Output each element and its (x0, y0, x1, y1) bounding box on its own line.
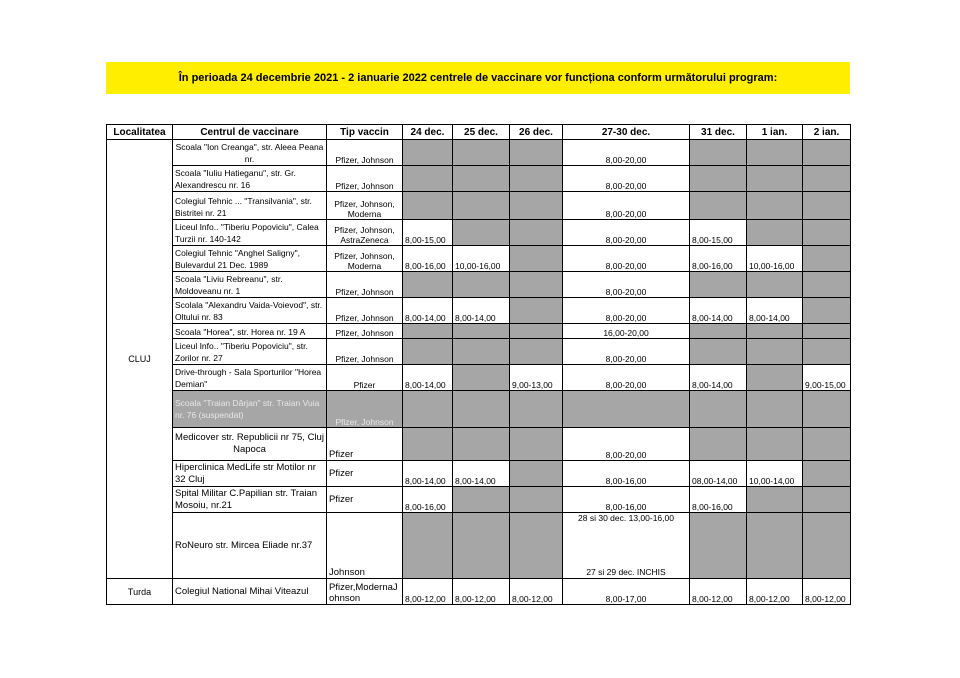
center-name: Scoala "Traian Dârjan" str. Traian Vuia nr. 76 (suspendat) (173, 391, 327, 428)
schedule-cell: 10,00-16,00 (747, 246, 803, 272)
closed-cell (803, 391, 851, 428)
closed-cell (453, 487, 510, 513)
header-26-dec: 26 dec. (510, 125, 563, 140)
closed-cell (747, 428, 803, 461)
closed-cell (747, 391, 803, 428)
closed-cell (453, 166, 510, 192)
header-tip-vaccin: Tip vaccin (327, 125, 403, 140)
schedule-cell: 8,00-12,00 (803, 579, 851, 605)
vaccine-type: Pfizer (327, 487, 403, 513)
schedule-cell: 8,00-17,00 (563, 579, 690, 605)
closed-cell (510, 166, 563, 192)
closed-cell (803, 166, 851, 192)
closed-cell (453, 391, 510, 428)
closed-cell (690, 166, 747, 192)
closed-cell (453, 272, 510, 298)
closed-cell (747, 192, 803, 220)
closed-cell (510, 298, 563, 324)
closed-cell (690, 391, 747, 428)
center-name: Scoala "Liviu Rebreanu", str. Moldoveanu nr. 1 (173, 272, 327, 298)
table-row (107, 140, 851, 166)
schedule-cell: 8,00-14,00 (747, 298, 803, 324)
closed-cell (747, 487, 803, 513)
schedule-cell: 8,00-16,00 (690, 246, 747, 272)
closed-cell (563, 391, 690, 428)
closed-cell (803, 298, 851, 324)
closed-cell (803, 192, 851, 220)
closed-cell (403, 140, 453, 166)
schedule-cell: 8,00-12,00 (510, 579, 563, 605)
closed-cell (690, 192, 747, 220)
header-centrul: Centrul de vaccinare (173, 125, 327, 140)
schedule-cell: 8,00-20,00 (563, 192, 690, 220)
vaccine-type: Pfizer, Johnson (327, 272, 403, 298)
header-31-dec: 31 dec. (690, 125, 747, 140)
closed-cell (803, 246, 851, 272)
schedule-cell: 8,00-20,00 (563, 428, 690, 461)
center-name: Drive-through - Sala Sporturilor "Horea Demian" (173, 365, 327, 391)
closed-cell (403, 192, 453, 220)
closed-cell (690, 324, 747, 339)
schedule-cell: 10,00-14,00 (747, 461, 803, 487)
schedule-cell: 9,00-15,00 (803, 365, 851, 391)
closed-cell (453, 192, 510, 220)
closed-cell (453, 365, 510, 391)
closed-cell (747, 324, 803, 339)
schedule-cell: 8,00-20,00 (563, 339, 690, 365)
vaccine-type: Pfizer (327, 428, 403, 461)
closed-cell (803, 272, 851, 298)
schedule-cell: 8,00-20,00 (563, 140, 690, 166)
table-row (107, 298, 851, 324)
vaccine-type: Pfizer, Johnson (327, 166, 403, 192)
schedule-cell: 8,00-15,00 (690, 220, 747, 246)
header-25-dec: 25 dec. (453, 125, 510, 140)
closed-cell (803, 487, 851, 513)
schedule-cell: 8,00-14,00 (403, 365, 453, 391)
schedule-cell (563, 513, 690, 579)
schedule-cell: 10,00-16,00 (453, 246, 510, 272)
closed-cell (403, 339, 453, 365)
schedule-cell: 8,00-14,00 (453, 461, 510, 487)
center-name: Scoala "Iuliu Hatieganu", str. Gr. Alexandrescu nr. 16 (173, 166, 327, 192)
page-title: În perioada 24 decembrie 2021 - 2 ianuarie 2022 centrele de vaccinare vor funcționa conform următorului program: (178, 72, 778, 84)
table-row (107, 579, 851, 605)
schedule-cell: 8,00-14,00 (453, 298, 510, 324)
schedule-cell: 08,00-14,00 (690, 461, 747, 487)
closed-cell (510, 461, 563, 487)
schedule-cell: 8,00-20,00 (563, 365, 690, 391)
closed-cell (403, 166, 453, 192)
schedule-cell: 8,00-20,00 (563, 298, 690, 324)
closed-cell (803, 324, 851, 339)
closed-cell (453, 513, 510, 579)
center-name: Scoala "Ion Creanga", str. Aleea Peana nr. (173, 140, 327, 166)
center-name: Colegiul National Mihai Viteazul (173, 579, 327, 605)
table-row (107, 365, 851, 391)
closed-cell (510, 220, 563, 246)
closed-cell (803, 140, 851, 166)
schedule-cell: 8,00-20,00 (563, 246, 690, 272)
closed-cell (747, 365, 803, 391)
table-row (107, 324, 851, 339)
vaccine-type: Pfizer, Johnson (327, 339, 403, 365)
vaccine-type: Johnson (327, 513, 403, 579)
schedule-cell: 8,00-16,00 (690, 487, 747, 513)
table-row (107, 391, 851, 428)
schedule-cell: 8,00-14,00 (403, 461, 453, 487)
closed-cell (803, 428, 851, 461)
schedule-cell: 8,00-20,00 (563, 166, 690, 192)
closed-cell (510, 140, 563, 166)
vaccine-type: Pfizer, Johnson (327, 298, 403, 324)
closed-cell (690, 339, 747, 365)
closed-cell (803, 461, 851, 487)
center-name: Spital Militar C.Papilian str. Traian Mosoiu, nr.21 (173, 487, 327, 513)
schedule-cell: 8,00-20,00 (563, 220, 690, 246)
closed-cell (690, 513, 747, 579)
vaccine-type: Pfizer,ModernaJ ohnson (327, 579, 403, 605)
closed-cell (510, 428, 563, 461)
schedule-cell: 8,00-15,00 (403, 220, 453, 246)
header-localitatea: Localitatea (107, 125, 173, 140)
schedule-cell: 9,00-13,00 (510, 365, 563, 391)
closed-cell (403, 324, 453, 339)
vaccine-type: Pfizer, Johnson (327, 140, 403, 166)
vaccine-type: Pfizer, Johnson (327, 391, 403, 428)
table-row (107, 166, 851, 192)
header-1-ian: 1 ian. (747, 125, 803, 140)
closed-cell (747, 220, 803, 246)
schedule-cell: 8,00-16,00 (563, 487, 690, 513)
closed-cell (403, 272, 453, 298)
closed-cell (747, 140, 803, 166)
closed-cell (803, 220, 851, 246)
closed-cell (510, 272, 563, 298)
schedule-cell: 8,00-16,00 (403, 487, 453, 513)
vaccine-type: Pfizer (327, 461, 403, 487)
schedule-cell: 8,00-12,00 (747, 579, 803, 605)
closed-cell (510, 324, 563, 339)
closed-cell (690, 428, 747, 461)
locality-cell: CLUJ (107, 140, 173, 579)
schedule-cell: 8,00-14,00 (403, 298, 453, 324)
closed-cell (453, 220, 510, 246)
closed-cell (403, 513, 453, 579)
table-row (107, 513, 851, 579)
vaccination-schedule-table (106, 124, 851, 605)
schedule-line-open: 28 si 30 dec. 13,00-16,00 (578, 513, 674, 523)
schedule-cell: 8,00-14,00 (690, 365, 747, 391)
center-name: Scoala "Horea", str. Horea nr. 19 A (173, 324, 327, 339)
header-27-30-dec: 27-30 dec. (563, 125, 690, 140)
closed-cell (453, 140, 510, 166)
center-name: Scolala "Alexandru Vaida-Voievod", str. Oltului nr. 83 (173, 298, 327, 324)
vaccine-type: Pfizer, Johnson, Moderna (327, 246, 403, 272)
vaccine-type: Pfizer, Johnson, Moderna (327, 192, 403, 220)
center-name: RoNeuro str. Mircea Eliade nr.37 (173, 513, 327, 579)
vaccine-type: Pfizer, Johnson (327, 324, 403, 339)
closed-cell (403, 428, 453, 461)
closed-cell (747, 339, 803, 365)
table-row (107, 220, 851, 246)
center-name: Liceul Info.. "Tiberiu Popoviciu", str. Zorilor nr. 27 (173, 339, 327, 365)
closed-cell (510, 487, 563, 513)
table-row (107, 461, 851, 487)
schedule-line-closed: 27 si 29 dec. INCHIS (586, 567, 666, 577)
schedule-cell: 8,00-16,00 (403, 246, 453, 272)
schedule-cell: 8,00-20,00 (563, 272, 690, 298)
closed-cell (453, 339, 510, 365)
closed-cell (453, 428, 510, 461)
closed-cell (747, 513, 803, 579)
schedule-cell: 8,00-16,00 (563, 461, 690, 487)
closed-cell (403, 391, 453, 428)
table-row (107, 339, 851, 365)
closed-cell (510, 339, 563, 365)
table-row (107, 428, 851, 461)
closed-cell (453, 324, 510, 339)
vaccine-type: Pfizer, Johnson, AstraZeneca (327, 220, 403, 246)
title-banner (106, 62, 850, 94)
closed-cell (803, 339, 851, 365)
closed-cell (510, 246, 563, 272)
closed-cell (510, 192, 563, 220)
header-24-dec: 24 dec. (403, 125, 453, 140)
header-row (107, 125, 851, 140)
center-name: Hiperclinica MedLife str Motilor nr 32 Cluj (173, 461, 327, 487)
center-name: Medicover str. Republicii nr 75, Cluj Napoca (173, 428, 327, 461)
schedule-cell: 16,00-20,00 (563, 324, 690, 339)
schedule-cell: 8,00-14,00 (690, 298, 747, 324)
closed-cell (510, 513, 563, 579)
schedule-cell: 8,00-12,00 (690, 579, 747, 605)
center-name: Liceul Info.. "Tiberiu Popoviciu", Calea Turzii nr. 140-142 (173, 220, 327, 246)
header-2-ian: 2 ian. (803, 125, 851, 140)
closed-cell (690, 140, 747, 166)
closed-cell (747, 166, 803, 192)
vaccine-type: Pfizer (327, 365, 403, 391)
closed-cell (510, 391, 563, 428)
table-row (107, 272, 851, 298)
table-row (107, 246, 851, 272)
closed-cell (690, 272, 747, 298)
closed-cell (803, 513, 851, 579)
schedule-cell: 8,00-12,00 (453, 579, 510, 605)
table-row (107, 192, 851, 220)
table-row (107, 487, 851, 513)
locality-cell: Turda (107, 579, 173, 605)
schedule-cell: 8,00-12,00 (403, 579, 453, 605)
center-name: Colegiul Tehnic "Anghel Saligny", Bulevardul 21 Dec. 1989 (173, 246, 327, 272)
center-name: Colegiul Tehnic ... "Transilvania", str. Bistritei nr. 21 (173, 192, 327, 220)
closed-cell (747, 272, 803, 298)
